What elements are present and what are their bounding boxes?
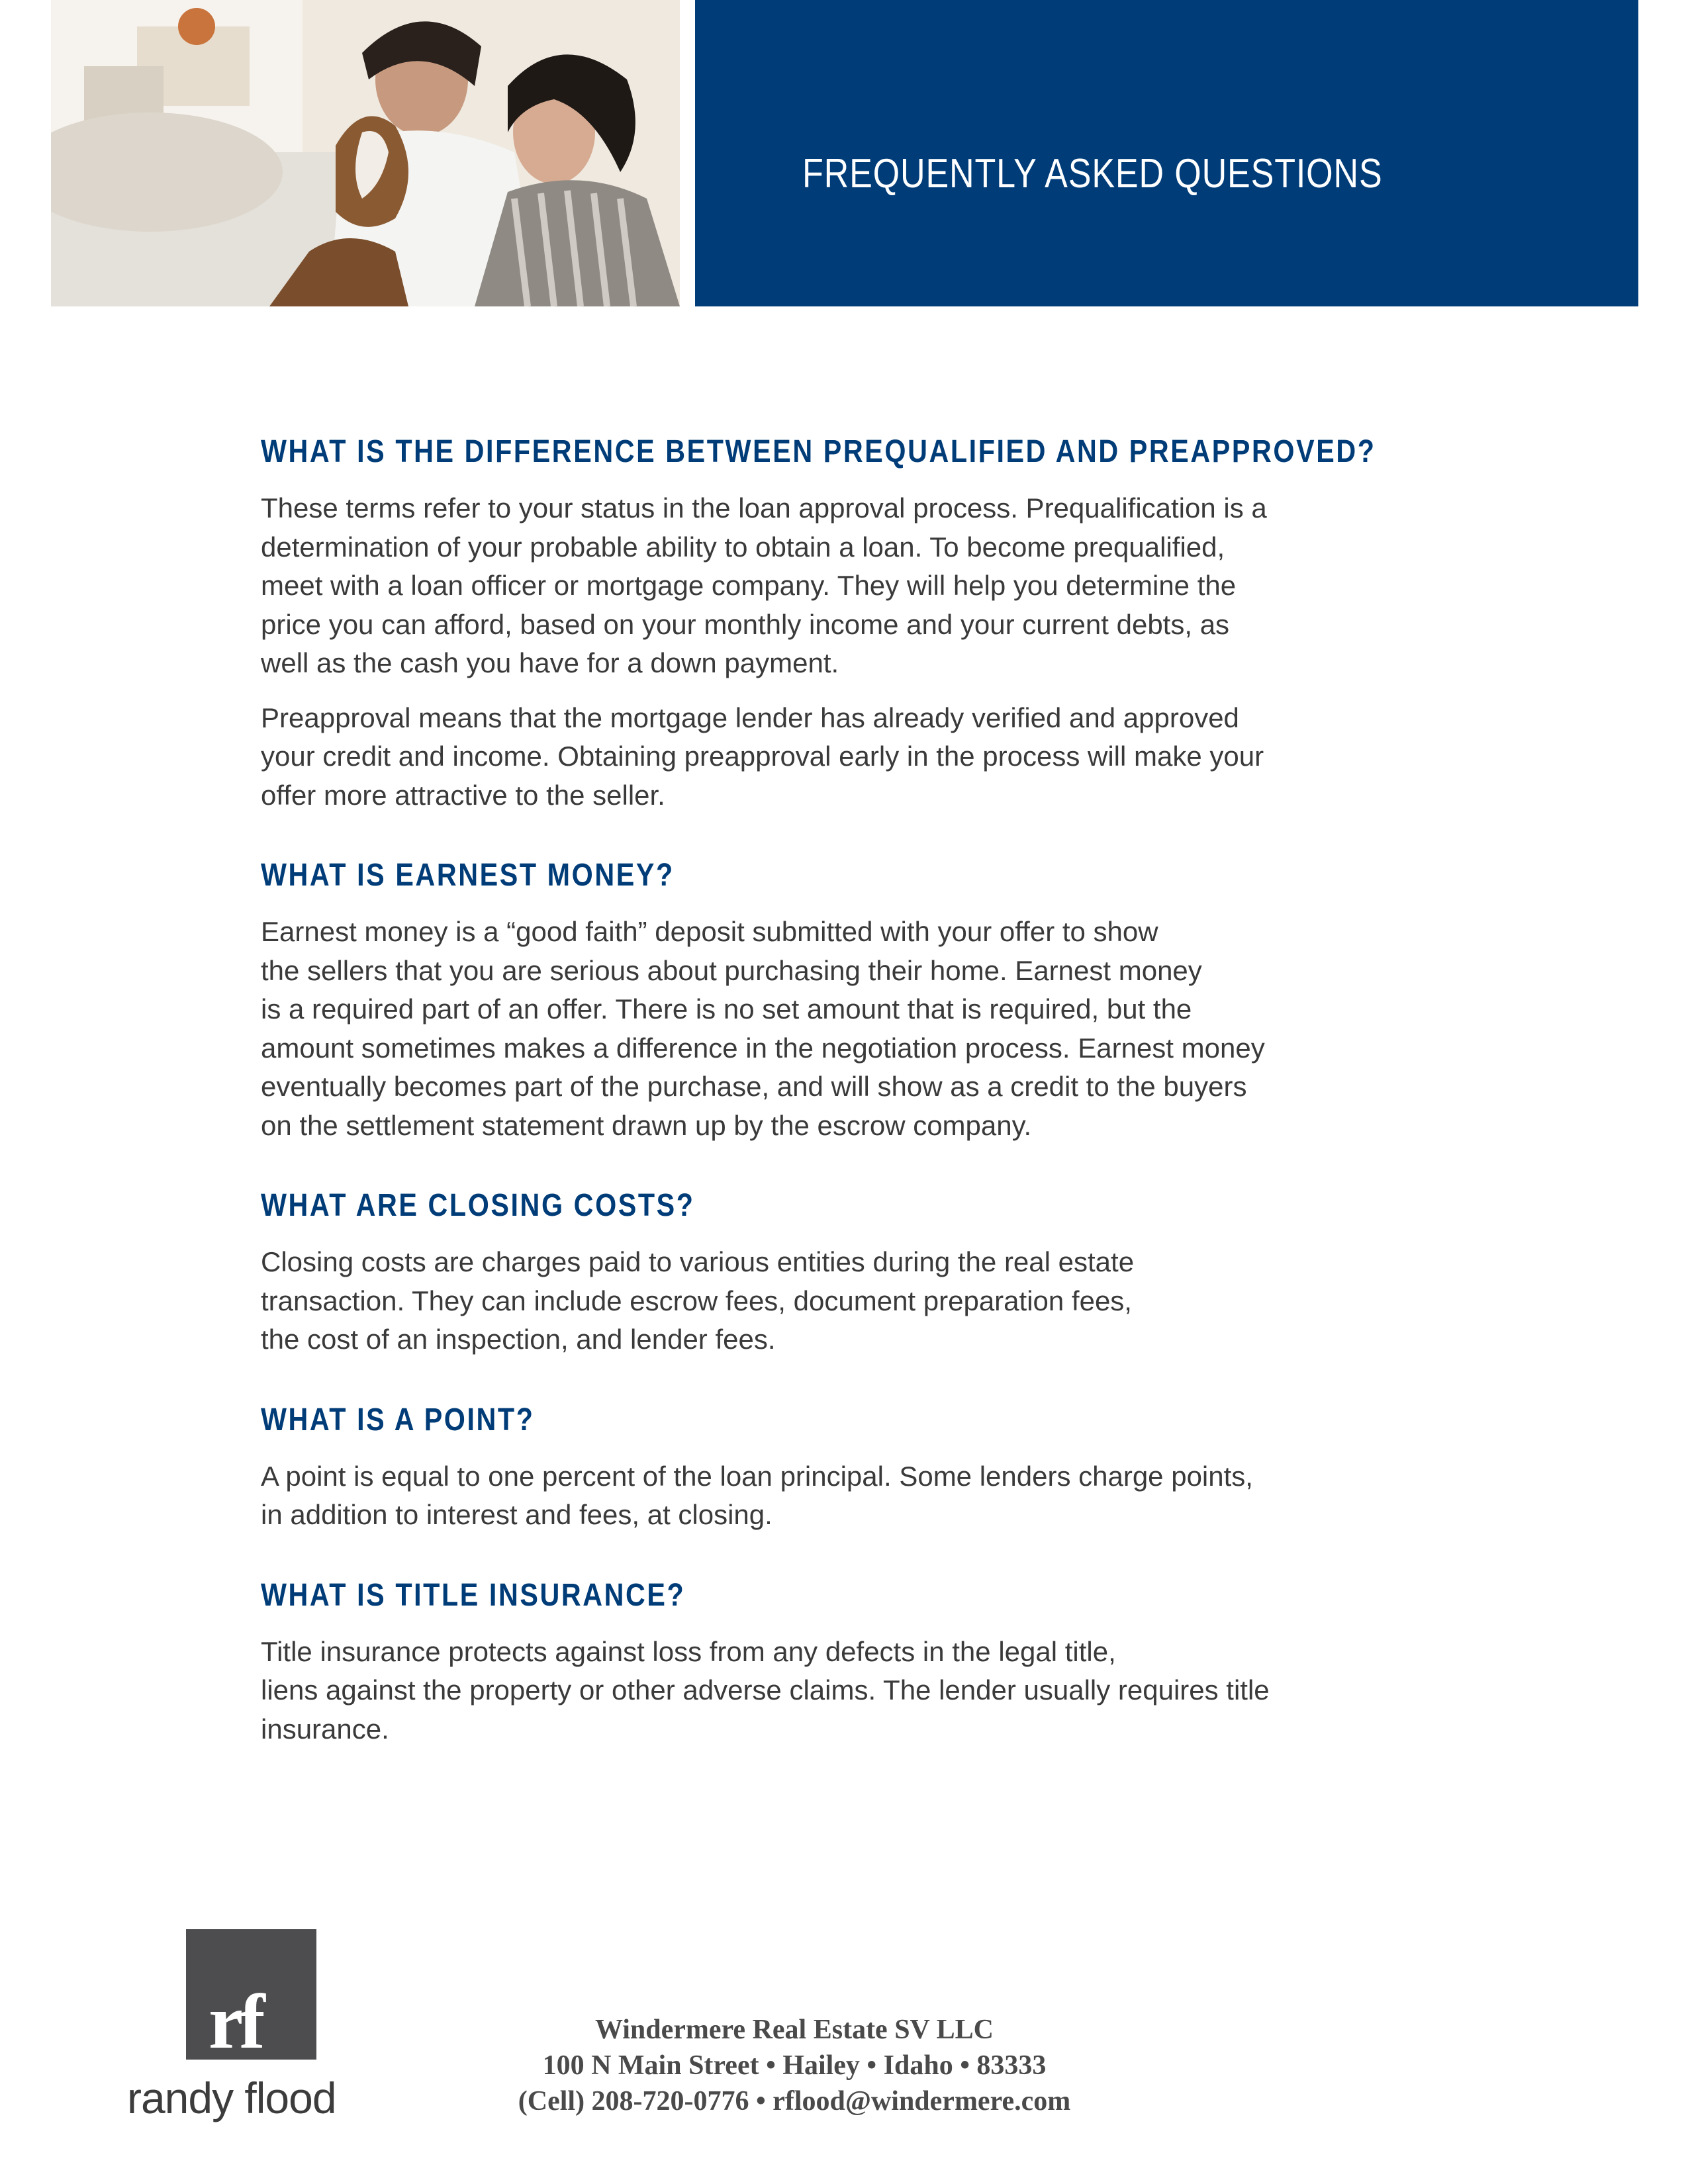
faq-question: WHAT ARE CLOSING COSTS? bbox=[261, 1188, 695, 1223]
answer-line: insurance. bbox=[261, 1713, 389, 1745]
faq-item bbox=[261, 1187, 1346, 1359]
answer-line: your credit and income. Obtaining preapproval early in the process will make your bbox=[261, 741, 1264, 772]
answer-line: the sellers that you are serious about purchasing their home. Earnest money bbox=[261, 954, 1202, 986]
faq-answer bbox=[261, 699, 1346, 815]
header-banner bbox=[695, 0, 1638, 306]
answer-line: A point is equal to one percent of the loan principal. Some lenders charge points, bbox=[261, 1460, 1253, 1492]
answer-line: determination of your probable ability to obtain a loan. To become prequalified, bbox=[261, 531, 1225, 563]
company-name: Windermere Real Estate SV LLC bbox=[595, 2015, 994, 2045]
answer-line: Title insurance protects against loss from any defects in the legal title, bbox=[261, 1635, 1116, 1667]
hero-photo bbox=[51, 0, 680, 306]
answer-line: on the settlement statement drawn up by the escrow company. bbox=[261, 1109, 1032, 1141]
faq-question: WHAT IS A POINT? bbox=[261, 1402, 535, 1437]
answer-line: Earnest money is a “good faith” deposit submitted with your offer to show bbox=[261, 916, 1158, 947]
answer-line: eventually becomes part of the purchase, and will show as a credit to the buyers bbox=[261, 1071, 1247, 1102]
answer-line: offer more attractive to the seller. bbox=[261, 779, 665, 811]
faq-answer bbox=[261, 1633, 1346, 1749]
faq-item bbox=[261, 857, 1346, 1145]
agent-name: randy flood bbox=[127, 2073, 336, 2122]
answer-line: the cost of an inspection, and lender fees. bbox=[261, 1324, 776, 1355]
faq-answer bbox=[261, 913, 1346, 1145]
answer-line: in addition to interest and fees, at closing. bbox=[261, 1499, 773, 1530]
faq-question: WHAT IS THE DIFFERENCE BETWEEN PREQUALIFIED AND PREAPPROVED? bbox=[261, 434, 1376, 469]
answer-line: Preapproval means that the mortgage lender has already verified and approved bbox=[261, 702, 1239, 733]
answer-line: meet with a loan officer or mortgage company. They will help you determine the bbox=[261, 570, 1237, 601]
faq-question: WHAT IS EARNEST MONEY? bbox=[261, 858, 675, 893]
answer-line: Closing costs are charges paid to various entities during the real estate bbox=[261, 1246, 1135, 1277]
faq-answer bbox=[261, 1243, 1346, 1359]
rf-logo bbox=[186, 1929, 316, 2065]
answer-line: well as the cash you have for a down payment. bbox=[261, 647, 839, 678]
contact-block bbox=[463, 2012, 1125, 2119]
logo-mark: rf bbox=[209, 1978, 261, 2065]
faq-answer bbox=[261, 489, 1346, 683]
faq-item bbox=[261, 433, 1376, 815]
faq-answer bbox=[261, 1457, 1346, 1535]
page-title: FREQUENTLY ASKED QUESTIONS bbox=[802, 151, 1383, 197]
faq-item bbox=[261, 1577, 1346, 1749]
answer-line: is a required part of an offer. There is no set amount that is required, but the bbox=[261, 993, 1192, 1024]
phone-email: (Cell) 208-720-0776 • rflood@windermere.com bbox=[518, 2086, 1071, 2116]
answer-line: liens against the property or other adverse claims. The lender usually requires title bbox=[261, 1674, 1270, 1706]
faq-question: WHAT IS TITLE INSURANCE? bbox=[261, 1577, 686, 1613]
faq-item bbox=[261, 1402, 1346, 1535]
address: 100 N Main Street • Hailey • Idaho • 83333 bbox=[542, 2050, 1047, 2081]
answer-line: These terms refer to your status in the loan approval process. Prequalification is a bbox=[261, 492, 1267, 523]
answer-line: amount sometimes makes a difference in the negotiation process. Earnest money bbox=[261, 1032, 1265, 1064]
faq-list bbox=[261, 433, 1376, 1764]
couple-with-dog-illustration bbox=[51, 0, 680, 306]
answer-line: price you can afford, based on your monthly income and your current debts, as bbox=[261, 608, 1230, 640]
answer-line: transaction. They can include escrow fees, document preparation fees, bbox=[261, 1285, 1132, 1316]
